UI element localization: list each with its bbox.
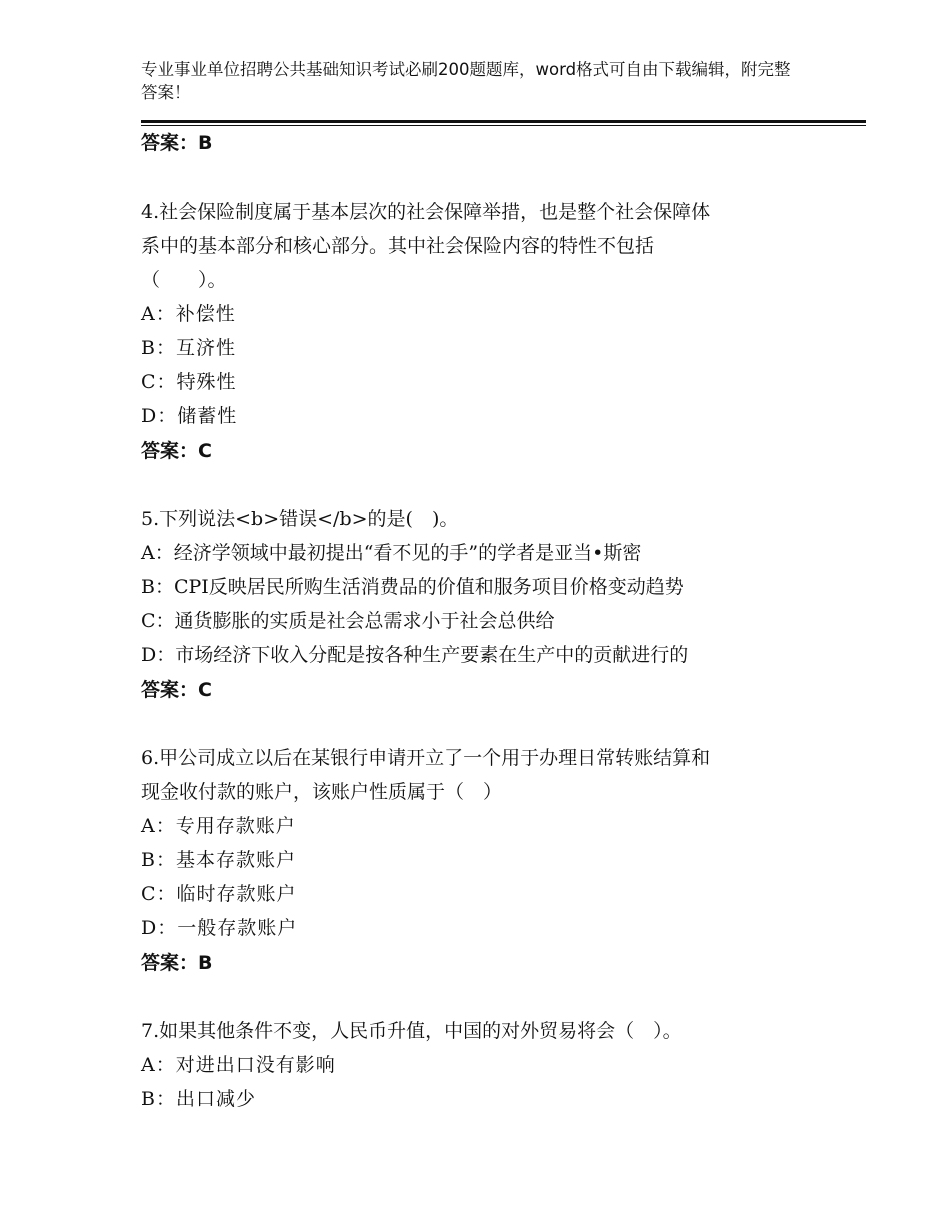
q4-answer: 答案：C — [141, 440, 212, 462]
q7-option-a: A：对进出口没有影响 — [141, 1054, 336, 1076]
page-header: 专业事业单位招聘公共基础知识考试必刷200题题库，word格式可自由下载编辑，附完整答案！ — [141, 60, 791, 102]
q4-option-a: A：补偿性 — [141, 303, 236, 325]
q3-answer: 答案：B — [141, 132, 213, 154]
q4-stem-line3: （ ）。 — [141, 269, 227, 291]
q5-option-d: D：市场经济下收入分配是按各种生产要素在生产中的贡献进行的 — [141, 644, 689, 666]
q6-stem-line1: 6.甲公司成立以后在某银行申请开立了一个用于办理日常转账结算和 — [141, 747, 711, 769]
q5-stem-line1: 5.下列说法<b>错误</b>的是( )。 — [141, 508, 459, 530]
q4-stem-line1: 4.社会保险制度属于基本层次的社会保障举措，也是整个社会保障体 — [141, 201, 711, 223]
q4-option-d: D：储蓄性 — [141, 405, 238, 427]
q6-option-a: A：专用存款账户 — [141, 815, 296, 837]
q6-option-c: C：临时存款账户 — [141, 883, 297, 905]
q4-option-c: C：特殊性 — [141, 371, 237, 393]
header-rule-thin — [141, 125, 866, 126]
header-rule-thick — [141, 120, 866, 123]
q7-option-b: B：出口减少 — [141, 1088, 256, 1110]
q6-option-b: B：基本存款账户 — [141, 849, 296, 871]
q4-stem-line2: 系中的基本部分和核心部分。其中社会保险内容的特性不包括 — [141, 235, 655, 257]
q5-option-b: B：CPI反映居民所购生活消费品的价值和服务项目价格变动趋势 — [141, 576, 684, 598]
q6-answer: 答案：B — [141, 952, 213, 974]
q6-option-d: D：一般存款账户 — [141, 917, 298, 939]
q5-option-c: C：通货膨胀的实质是社会总需求小于社会总供给 — [141, 610, 555, 632]
q7-stem-line1: 7.如果其他条件不变，人民币升值，中国的对外贸易将会（ ）。 — [141, 1020, 682, 1042]
q5-option-a: A：经济学领域中最初提出“看不见的手”的学者是亚当•斯密 — [141, 542, 642, 564]
q4-option-b: B：互济性 — [141, 337, 236, 359]
q5-answer: 答案：C — [141, 679, 212, 701]
q6-stem-line2: 现金收付款的账户，该账户性质属于（ ） — [141, 781, 503, 803]
